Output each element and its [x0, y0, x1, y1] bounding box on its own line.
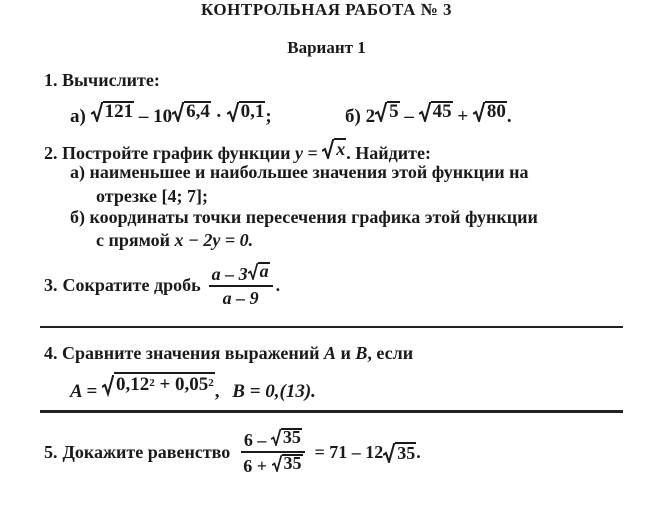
radical-icon	[91, 102, 103, 122]
task-4-A-eq: A =	[70, 381, 98, 402]
sqrt-35: 35	[272, 454, 303, 472]
radical-icon	[271, 429, 281, 446]
task-2b-math: x − 2y = 0.	[174, 230, 254, 250]
sqrt-80: 80	[473, 101, 507, 122]
radical-icon	[375, 102, 387, 122]
task-2b-label: б)	[70, 207, 85, 227]
sqrt-45: 45	[419, 101, 453, 122]
sqrt-0-1: 0,1	[227, 101, 266, 122]
task-2b-line1	[70, 207, 538, 228]
radical-icon	[248, 263, 258, 280]
task-2b-pre: с прямой	[96, 230, 171, 250]
task-3-end: .	[275, 274, 281, 295]
sqrt-x: x	[322, 138, 346, 159]
task-4-and: и	[340, 343, 351, 363]
task-5-fraction	[240, 428, 305, 476]
variant-label: Вариант 1	[287, 38, 366, 57]
task-5-end: .	[416, 441, 421, 462]
task-4-formula	[70, 372, 316, 403]
task-1a-minus: – 10	[138, 106, 173, 127]
task-4-heading	[44, 343, 413, 364]
sqrt-a: a	[248, 262, 270, 280]
task-2a-line2: отрезке [4; 7];	[96, 186, 208, 206]
sqrt-121: 121	[91, 101, 135, 122]
task-5-number: 5.	[44, 441, 58, 462]
task-1a-end: ;	[265, 106, 272, 127]
task-2-number: 2.	[44, 143, 58, 163]
task-5-rhs: = 71 – 12	[314, 441, 384, 462]
sqrt-6-4: 6,4	[172, 101, 211, 122]
task-4-number: 4.	[44, 343, 58, 363]
divider-line	[40, 326, 623, 328]
radical-icon	[102, 373, 114, 397]
task-1a-label: а)	[70, 106, 86, 127]
task-2a-text1: наименьшее и наибольшее значения этой функции на	[89, 162, 529, 182]
task-3-text: Сократите дробь	[62, 274, 201, 295]
task-2-after: . Найдите:	[346, 143, 431, 163]
task-2b-line2	[96, 230, 253, 251]
sqrt-35: 35	[271, 428, 302, 446]
task-1a-dot: ·	[215, 106, 222, 127]
radical-icon	[172, 102, 184, 122]
task-5	[44, 428, 421, 476]
radical-icon	[419, 102, 431, 122]
page-title: КОНТРОЛЬНАЯ РАБОТА № 3	[201, 0, 452, 19]
task-1-text: Вычислите:	[62, 70, 160, 90]
task-2-eq: =	[307, 143, 318, 163]
radical-icon	[272, 455, 282, 472]
task-2b-text1: координаты точки пересечения графика этой функции	[89, 207, 538, 227]
task-4-B-eq: B = 0,(13).	[232, 381, 316, 402]
task-4-A: A	[324, 343, 337, 363]
fraction-numerator: a – 3 a	[209, 262, 273, 287]
task-4-if: , если	[367, 343, 414, 363]
fraction-numerator: 6 – 35	[241, 428, 305, 453]
task-1-heading	[44, 70, 160, 91]
sqrt-sum-squares: $0,12^2 + 0,05^2$	[102, 372, 215, 397]
task-1-part-b	[345, 101, 512, 128]
task-5-text: Докажите равенство	[62, 441, 231, 462]
task-4-text: Сравните значения выражений	[62, 343, 320, 363]
task-2a-line1	[70, 162, 528, 183]
task-1b-coef: 2	[365, 106, 376, 127]
task-1b-minus: –	[404, 106, 414, 127]
task-1-number: 1.	[44, 70, 58, 90]
sqrt-35-rhs: 35	[383, 442, 416, 463]
task-1b-plus: +	[457, 106, 469, 127]
radical-icon	[322, 139, 334, 159]
task-2-text: Постройте график функции	[62, 143, 291, 163]
task-4-comma: ,	[214, 381, 220, 402]
sqrt-5: 5	[375, 101, 400, 122]
task-2a-label: а)	[70, 162, 85, 182]
task-1-part-a	[70, 101, 272, 128]
task-3-fraction	[209, 262, 273, 308]
radical-icon	[227, 102, 239, 122]
task-3-number: 3.	[44, 274, 58, 295]
task-1b-label: б)	[345, 106, 361, 127]
radical-icon	[383, 443, 395, 463]
divider-line	[40, 410, 623, 413]
fraction-denominator: a – 9	[222, 288, 259, 308]
task-2-y: y	[295, 143, 304, 163]
task-1b-end: .	[506, 106, 512, 127]
task-4-B: B	[355, 343, 368, 363]
fraction-denominator: 6 + 35	[243, 453, 302, 476]
task-2-heading	[44, 138, 431, 164]
task-3	[44, 262, 280, 308]
radical-icon	[473, 102, 485, 122]
